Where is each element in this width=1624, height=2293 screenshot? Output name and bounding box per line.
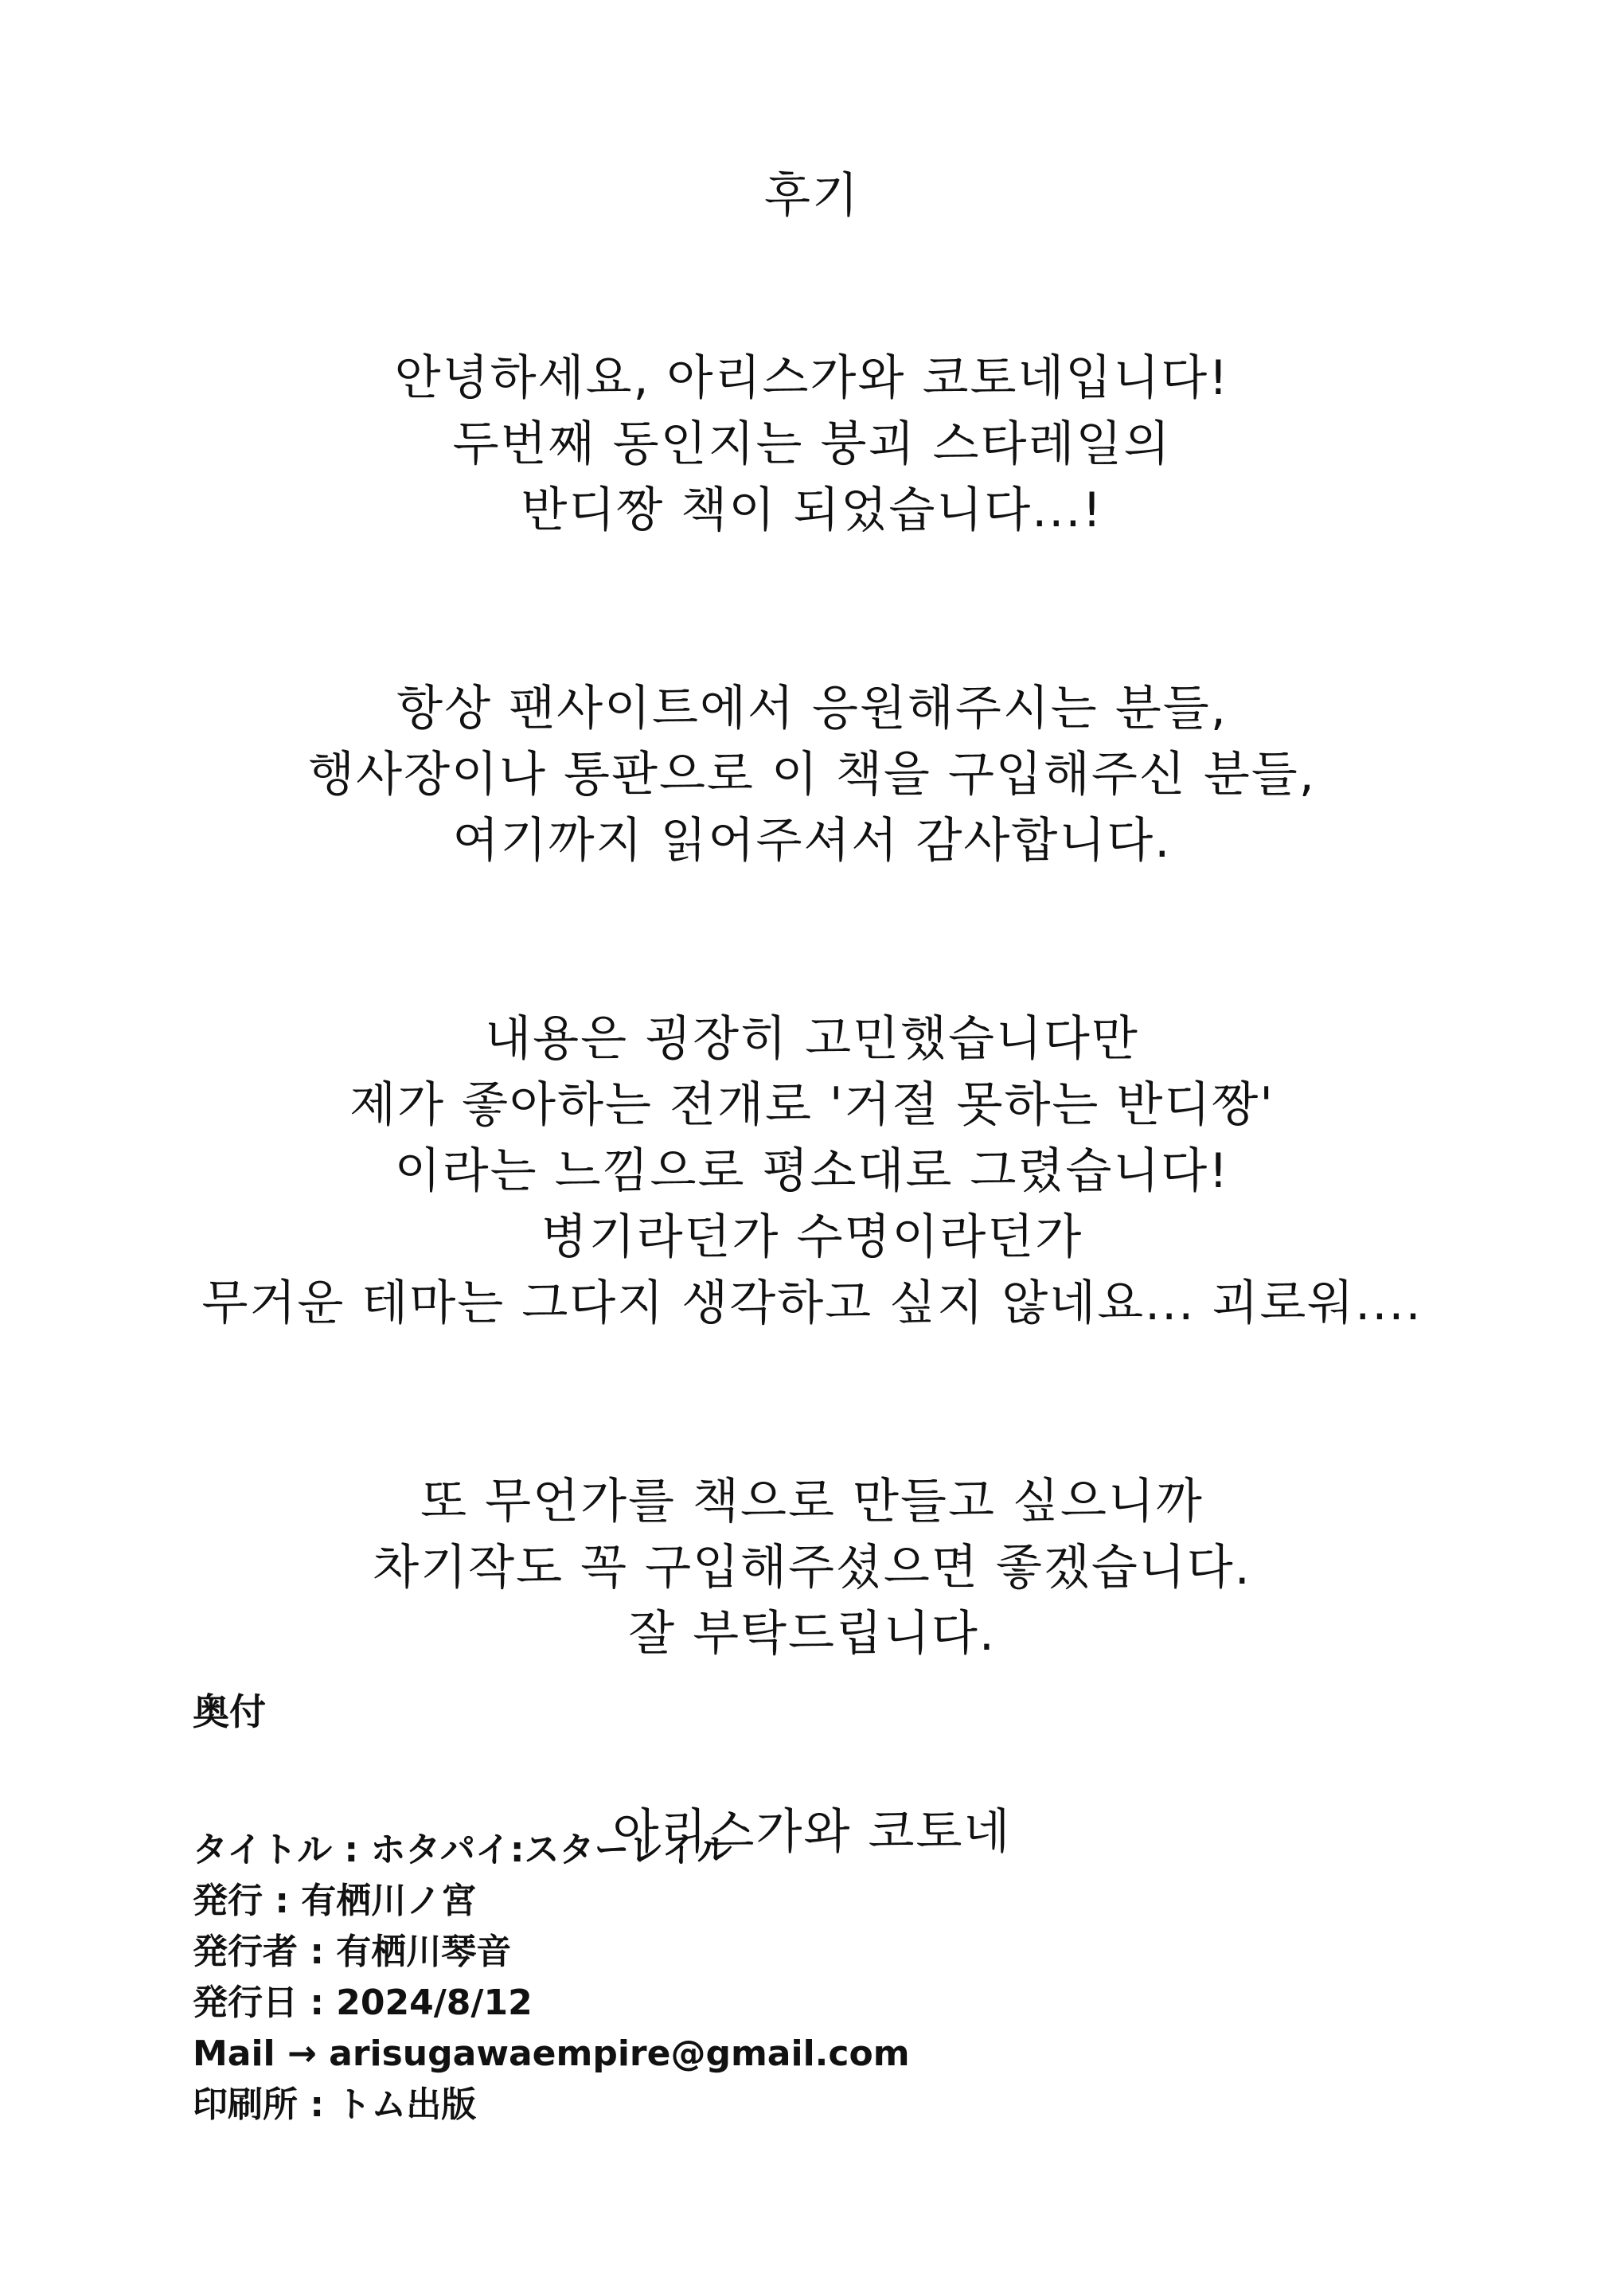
colophon-rows: [193, 1825, 910, 2131]
afterword-title: 후기: [764, 168, 860, 224]
paragraph-line: 잘 부탁드립니다.: [628, 1606, 996, 1662]
colophon-heading: 奥付: [193, 1690, 266, 1733]
colophon-mail-row: Mail → arisugawaempire@gmail.com: [193, 2033, 910, 2074]
paragraph-line: 안녕하세요, 아리스가와 코토네입니다!: [394, 350, 1230, 406]
paragraph-line: 이라는 느낌으로 평소대로 그렸습니다!: [394, 1143, 1230, 1199]
paragraph-line: 두번째 동인지는 붕괴 스타레일의: [452, 416, 1172, 472]
paragraph-line: 행사장이나 통판으로 이 책을 구입해주신 분들,: [308, 747, 1316, 803]
colophon-publisher-row: 発行 : 有栖川ノ宮: [193, 1881, 477, 1921]
paragraph-line: 내용은 굉장히 고민했습니다만: [485, 1011, 1139, 1067]
paragraph-line: 차기작도 꼭 구입해주셨으면 좋겠습니다.: [373, 1540, 1251, 1596]
author-signature: 아리스가와 코토네: [612, 1804, 1012, 1860]
paragraph-line: 반디짱 책이 되었습니다...!: [521, 482, 1103, 538]
paragraph-line: 또 무언가를 책으로 만들고 싶으니까: [420, 1474, 1204, 1529]
afterword-section: [0, 163, 1624, 1865]
colophon-printer-row: 印刷所 : トム出版: [193, 2084, 477, 2125]
afterword-paragraph-3: [0, 1006, 1624, 1337]
colophon-date-row: 発行日 : 2024/8/12: [193, 1982, 533, 2023]
paragraph-line: 무거운 테마는 그다지 생각하고 싶지 않네요... 괴로워....: [201, 1275, 1423, 1331]
afterword-paragraph-2: [0, 676, 1624, 874]
paragraph-line: 병기라던가 수명이라던가: [541, 1209, 1083, 1265]
afterword-paragraph-4: [0, 1469, 1624, 1667]
paragraph-line: 여기까지 읽어주셔서 감사합니다.: [452, 813, 1172, 869]
paragraph-line: 제가 좋아하는 전개로 '거절 못하는 반디짱': [349, 1077, 1275, 1133]
colophon-issuer-row: 発行者 : 有栖川琴音: [193, 1932, 512, 1972]
colophon-title-row: タイトル : ホタパイ:スターレイル: [193, 1830, 732, 1870]
paragraph-line: 항상 팬사이트에서 응원해주시는 분들,: [396, 681, 1228, 736]
colophon-section: [193, 1688, 910, 2131]
afterword-paragraph-1: [0, 346, 1624, 544]
